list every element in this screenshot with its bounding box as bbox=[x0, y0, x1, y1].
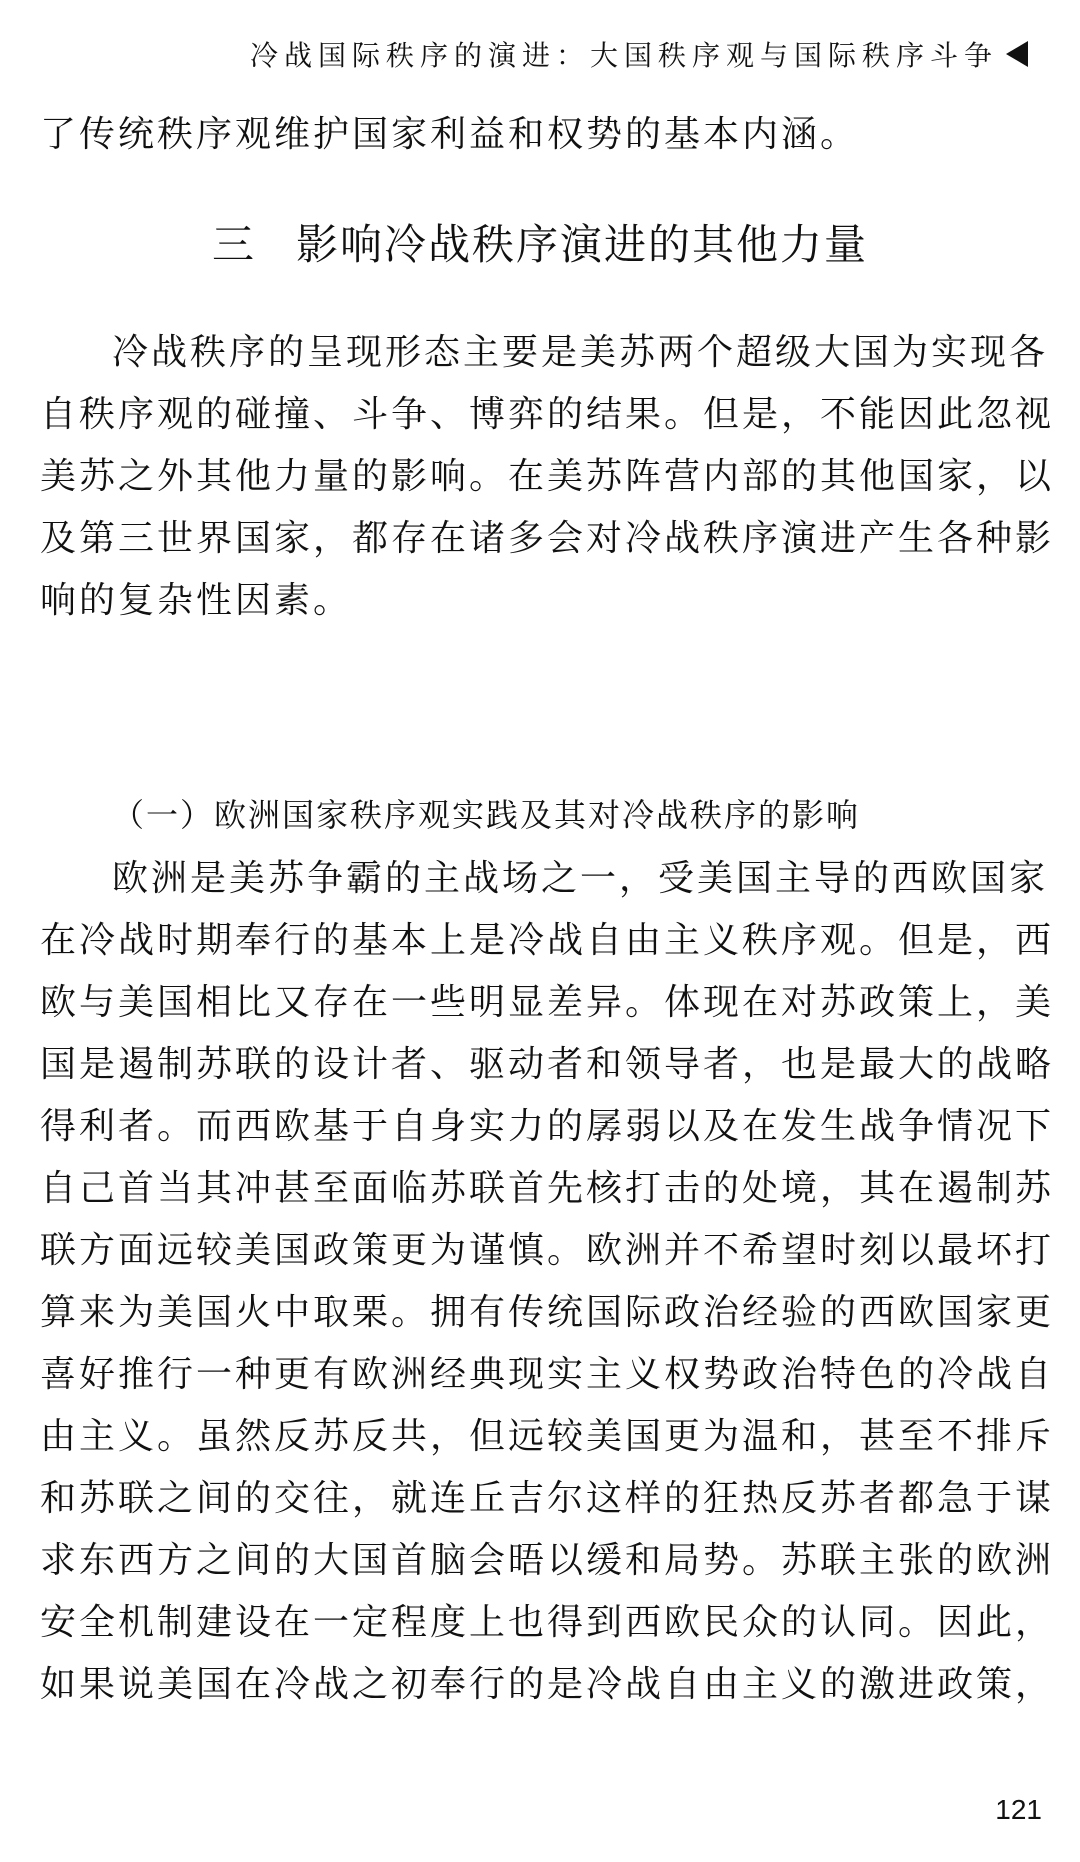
paragraph-line: 得利者。而西欧基于自身实力的孱弱以及在发生战争情况下 bbox=[40, 1106, 1055, 1147]
paragraph-line: 安全机制建设在一定程度上也得到西欧民众的认同。因此， bbox=[40, 1602, 1055, 1643]
paragraph-line: 自秩序观的碰撞、斗争、博弈的结果。但是，不能因此忽视 bbox=[40, 394, 1055, 435]
paragraph-2 bbox=[40, 848, 1060, 1716]
paragraph-line: 求东西方之间的大国首脑会晤以缓和局势。苏联主张的欧洲 bbox=[40, 1540, 1055, 1581]
paragraph-line: 欧洲是美苏争霸的主战场之一，受美国主导的西欧国家 bbox=[112, 858, 1049, 899]
paragraph-line: 由主义。虽然反苏反共，但远较美国更为温和，甚至不排斥 bbox=[40, 1416, 1055, 1457]
paragraph-line: 欧与美国相比又存在一些明显差异。体现在对苏政策上，美 bbox=[40, 982, 1055, 1023]
carry-over-line: 了传统秩序观维护国家利益和权势的基本内涵。 bbox=[40, 114, 860, 155]
running-header-title: 冷战国际秩序的演进：大国秩序观与国际秩序斗争 bbox=[249, 39, 998, 72]
paragraph-1 bbox=[40, 322, 1060, 632]
paragraph-line: 和苏联之间的交往，就连丘吉尔这样的狂热反苏者都急于谋 bbox=[40, 1478, 1055, 1519]
section-number: 三 bbox=[211, 220, 256, 269]
paragraph-line: 如果说美国在冷战之初奉行的是冷战自由主义的激进政策， bbox=[40, 1664, 1055, 1705]
paragraph-line: 及第三世界国家，都存在诸多会对冷战秩序演进产生各种影 bbox=[40, 518, 1055, 559]
paragraph-line: 在冷战时期奉行的基本上是冷战自由主义秩序观。但是，西 bbox=[40, 920, 1055, 961]
paragraph-line: 喜好推行一种更有欧洲经典现实主义权势政治特色的冷战自 bbox=[40, 1354, 1055, 1395]
paragraph-line: 自己首当其冲甚至面临苏联首先核打击的处境，其在遏制苏 bbox=[40, 1168, 1055, 1209]
paragraph-line: 冷战秩序的呈现形态主要是美苏两个超级大国为实现各 bbox=[112, 332, 1049, 373]
paragraph-line: 国是遏制苏联的设计者、驱动者和领导者，也是最大的战略 bbox=[40, 1044, 1055, 1085]
paragraph-line: 联方面远较美国政策更为谨慎。欧洲并不希望时刻以最坏打 bbox=[40, 1230, 1055, 1271]
paragraph-line: 响的复杂性因素。 bbox=[40, 580, 353, 621]
subsection-heading: （一）欧洲国家秩序观实践及其对冷战秩序的影响 bbox=[112, 796, 861, 834]
page-number: 121 bbox=[995, 1794, 1042, 1825]
paragraph-line: 美苏之外其他力量的影响。在美苏阵营内部的其他国家，以 bbox=[40, 456, 1055, 497]
section-title: 影响冷战秩序演进的其他力量 bbox=[296, 220, 869, 269]
paragraph-line: 算来为美国火中取栗。拥有传统国际政治经验的西欧国家更 bbox=[40, 1292, 1055, 1333]
section-heading bbox=[0, 212, 1080, 272]
left-triangle-icon bbox=[1006, 41, 1028, 67]
running-header bbox=[250, 34, 1028, 74]
